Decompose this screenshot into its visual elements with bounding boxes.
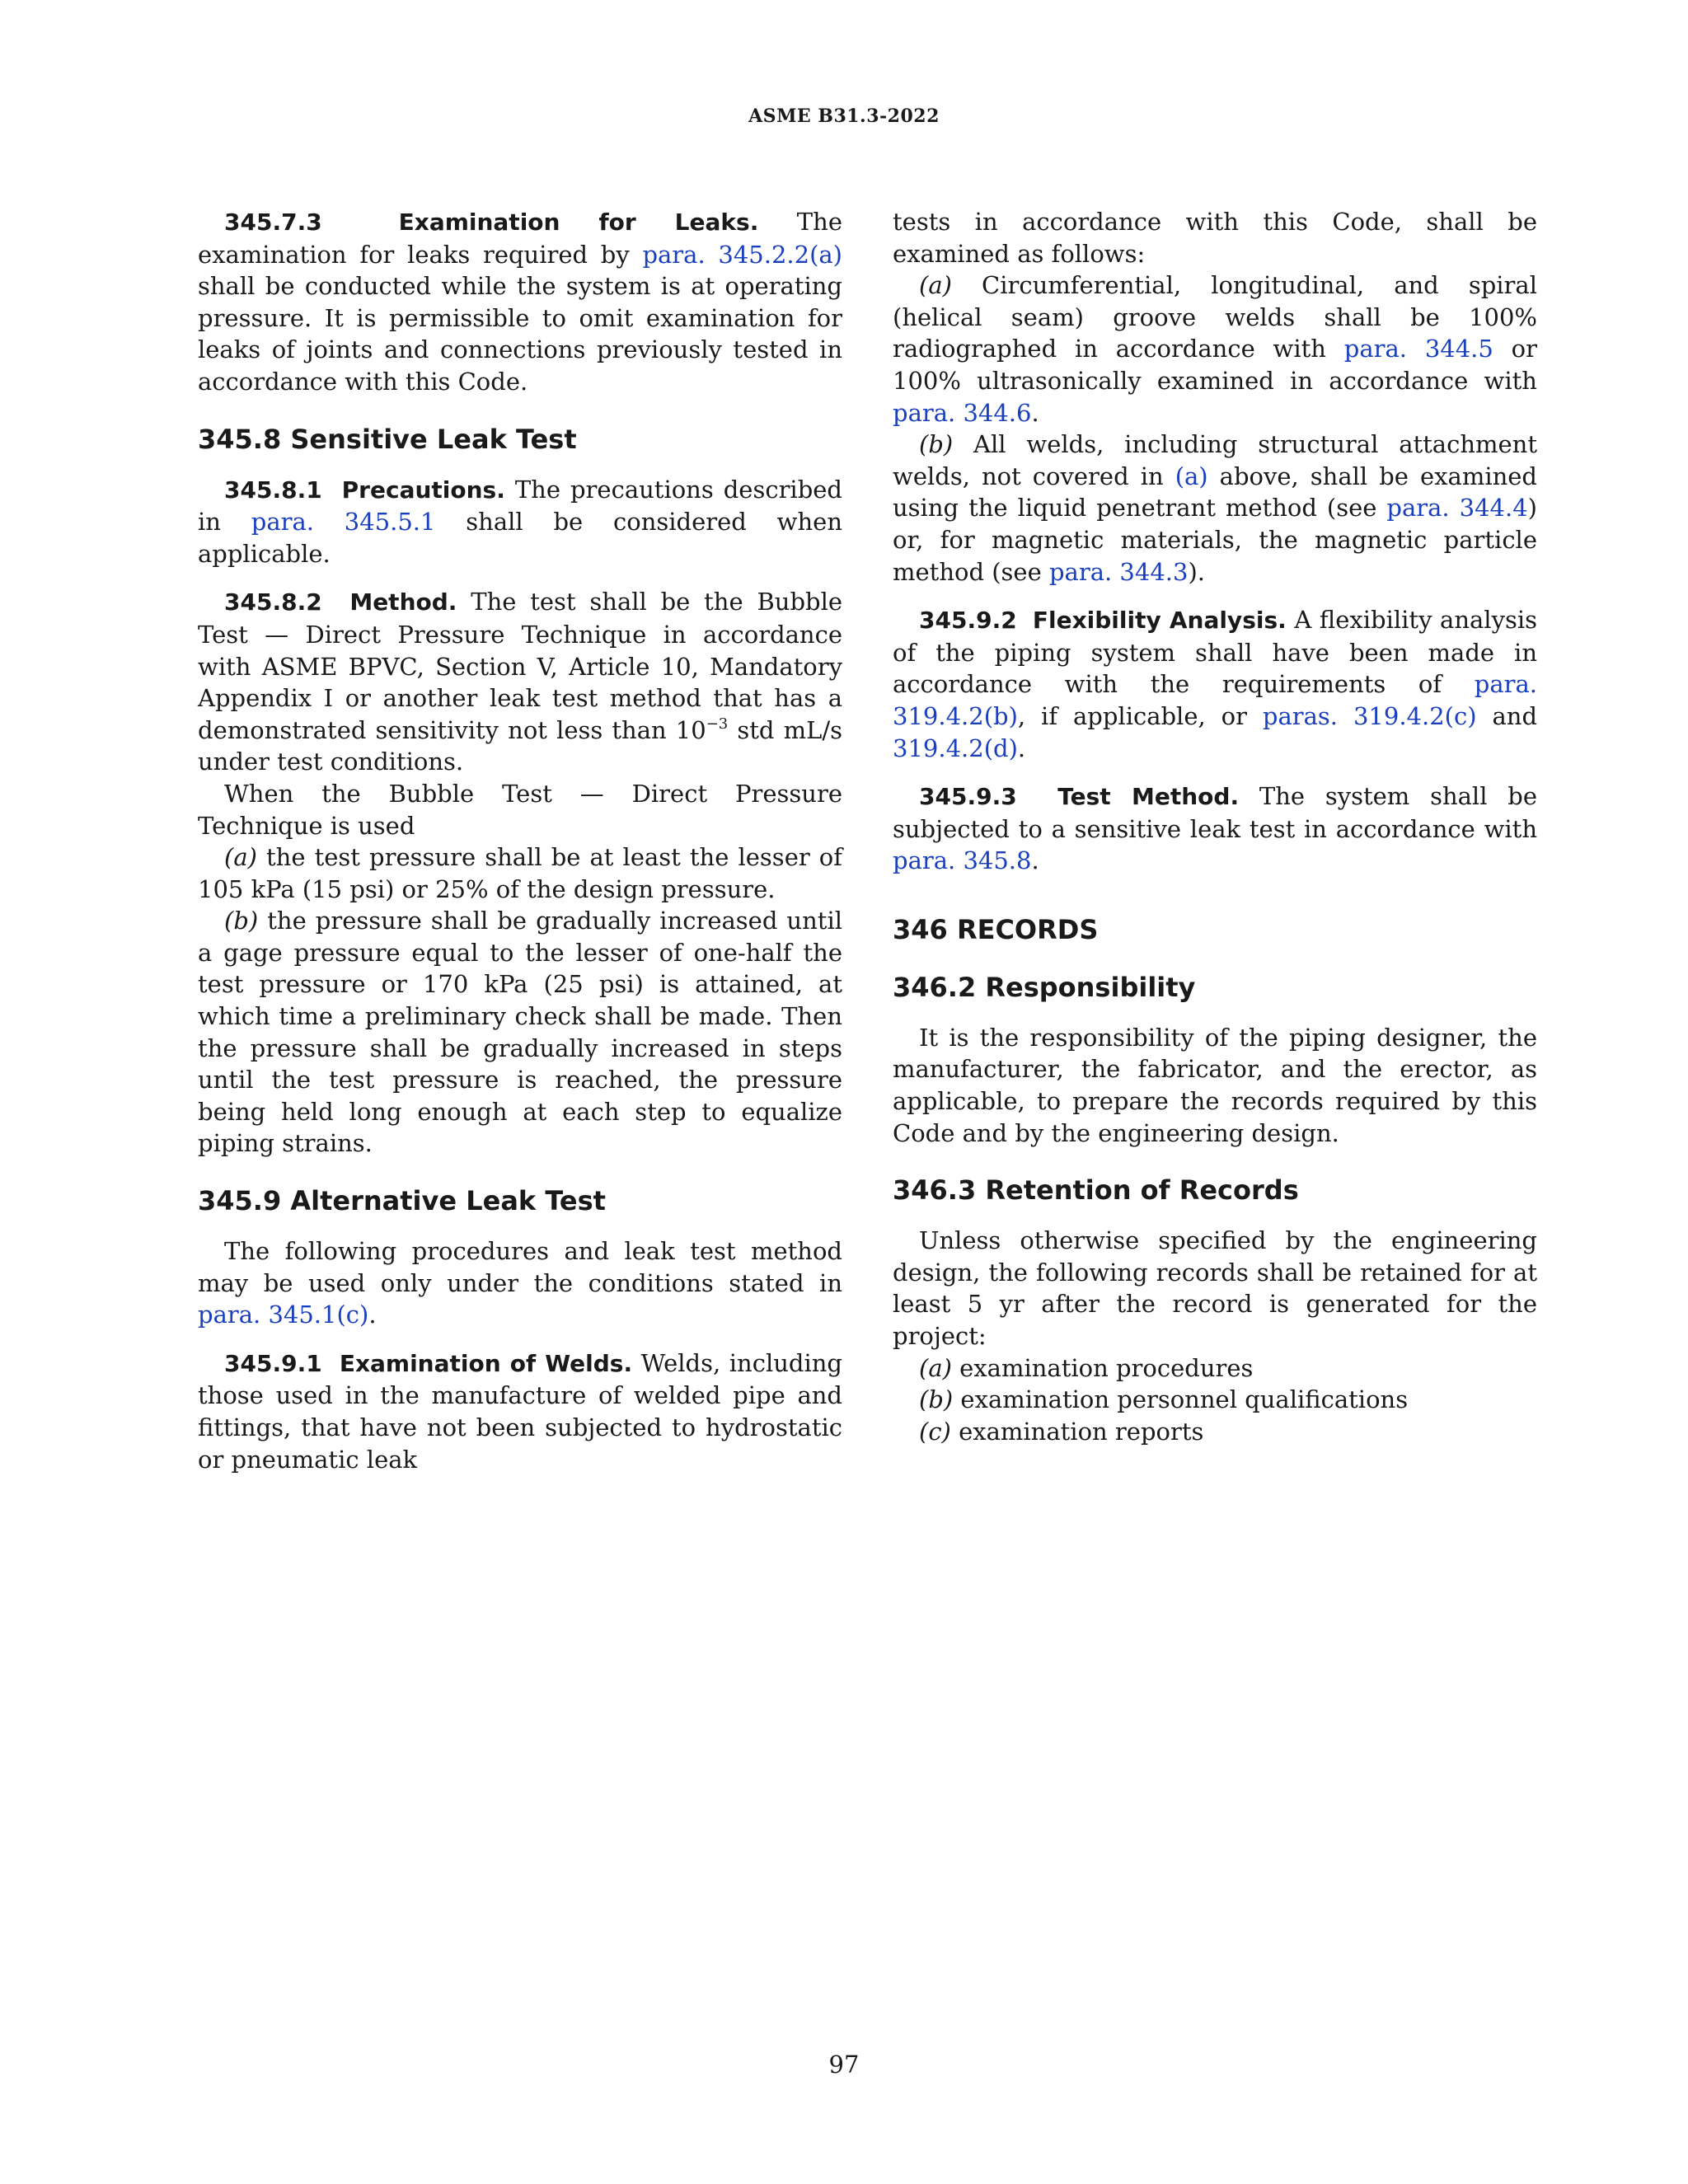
cross-ref-link[interactable]: para. 344.5 [1343,335,1493,363]
section-heading-346-3: 346.3 Retention of Records [893,1174,1299,1207]
list-label: (c) [919,1417,951,1446]
cross-ref-link[interactable]: para. 345.8 [893,846,1032,875]
para-number: 345.7.3 [224,209,322,236]
list-item-a: (a) Circumferential, longitudinal, and spiral (helical seam) groove welds shall be 100% radiographed in accordance with para. 344.5 or 100% ultrasonically examined in accordance with para. 344.6. [893,271,1537,427]
list-item-a: (a) examination procedures [919,1353,1254,1382]
list-label: (b) [919,1385,954,1414]
left-column [198,206,842,1475]
list-label: (b) [919,430,954,459]
para-345-9-1: 345.9.1 Examination of Welds. Welds, including those used in the manufacture of welded pipe and fittings, that have not been subjected to hydrostatic or pneumatic leak [198,1348,842,1474]
para-number: 345.8.1 [224,476,322,504]
section-heading-345-8: 345.8 Sensitive Leak Test [198,423,577,455]
right-column [893,206,1537,1447]
para-retention: Unless otherwise specified by the engineering design, the following records shall be retained for at least 5 yr after the record is generated for the project: [893,1226,1537,1351]
para-responsibility: It is the responsibility of the piping designer, the manufacturer, the fabricator, and the erector, as applicable, to prepare the records required by this Code and by the engineering design. [893,1023,1537,1147]
para-number: 345.9.2 [919,607,1017,635]
list-item-b: (b) the pressure shall be gradually increased until a gage pressure equal to the lesser of one-half the test pressure or 170 kPa (25 psi) is attained, at which time a preliminary check shall be made. Then the pressure shall be gradually increased in steps until the test pressure is reached, the pressure being held long enough at each step to equalize piping strains. [198,907,842,1158]
para-number: 345.8.2 [224,588,322,616]
para-bubble-test: When the Bubble Test — Direct Pressure Technique is used [198,779,842,840]
section-heading-345-9: 345.9 Alternative Leak Test [198,1185,606,1217]
para-345-8-2: 345.8.2 Method. The test shall be the Bubble Test — Direct Pressure Technique in accordance with ASME BPVC, Section V, Article 10, Mandatory Appendix I or another leak test method that has a demonstrated sensitivity not less than $10^{-3}$ std mL/s under test conditions. [198,588,843,776]
para-title: Flexibility Analysis. [1032,607,1287,635]
para-number: 345.9.1 [224,1349,322,1377]
para-345-9-2: 345.9.2 Flexibility Analysis. A flexibility analysis of the piping system shall have been made in accordance with the requirements of para. 319.4.2(b), if applicable, or paras. 319.4.2(c) and 319.4.2(d). [893,606,1538,762]
para-345-7-3: 345.7.3 Examination for Leaks. The examination for leaks required by para. 345.2.2(a) shall be conducted while the system is at operating pressure. It is permissible to omit examination for leaks of joints and connections previously tested in accordance with this Code. [198,208,842,396]
list-label: (a) [224,843,257,872]
list-item-c: (c) examination reports [919,1417,1204,1446]
cross-ref-link[interactable]: para. 344.4 [1386,494,1528,523]
list-label: (a) [919,271,952,300]
cross-ref-link[interactable]: (a) [1175,462,1208,490]
cross-ref-link[interactable]: para. 319.4.2(b) [893,670,1537,730]
para-title: Precautions. [341,476,505,504]
list-item-b: (b) All welds, including structural attachment welds, not covered in (a) above, shall be examined using the liquid penetrant method (see para. 344.4) or, for magnetic materials, the magnetic particle method (see para. 344.3). [893,430,1537,586]
list-item-a: (a) the test pressure shall be at least the lesser of 105 kPa (15 psi) or 25% of the design pressure. [198,843,842,903]
list-label: (a) [919,1353,952,1382]
cross-ref-link[interactable]: para. 345.5.1 [251,508,436,537]
para-alt-leak-intro: The following procedures and leak test method may be used only under the conditions stated in para. 345.1(c). [198,1237,842,1329]
section-heading-346-2: 346.2 Responsibility [893,971,1196,1003]
para-continued: tests in accordance with this Code, shall be examined as follows: [893,208,1537,268]
para-345-8-1: 345.8.1 Precautions. The precautions described in para. 345.5.1 shall be considered when applicable. [198,475,842,568]
cross-ref-link[interactable]: para. 344.6 [893,398,1032,427]
section-heading-346: 346 RECORDS [893,913,1099,945]
para-345-9-3: 345.9.3 Test Method. The system shall be subjected to a sensitive leak test in accordance with para. 345.8. [893,782,1537,875]
cross-ref-link[interactable]: paras. 319.4.2(c) [1262,701,1477,730]
para-title: Examination of Welds. [339,1349,633,1377]
cross-ref-link[interactable]: para. 345.2.2(a) [642,240,842,269]
para-title: Method. [349,588,457,616]
page-number: 97 [828,2050,860,2079]
superscript: −3 [706,715,729,733]
para-title: Examination for Leaks. [398,209,759,236]
cross-ref-link[interactable]: 319.4.2(d) [893,733,1018,762]
cross-ref-link[interactable]: para. 345.1(c) [198,1301,369,1329]
list-item-b: (b) examination personnel qualifications [919,1385,1409,1414]
running-header: ASME B31.3-2022 [748,105,940,127]
cross-ref-link[interactable]: para. 344.3 [1048,557,1189,586]
list-label: (b) [224,907,259,935]
para-number: 345.9.3 [919,783,1017,811]
para-title: Test Method. [1057,783,1240,811]
